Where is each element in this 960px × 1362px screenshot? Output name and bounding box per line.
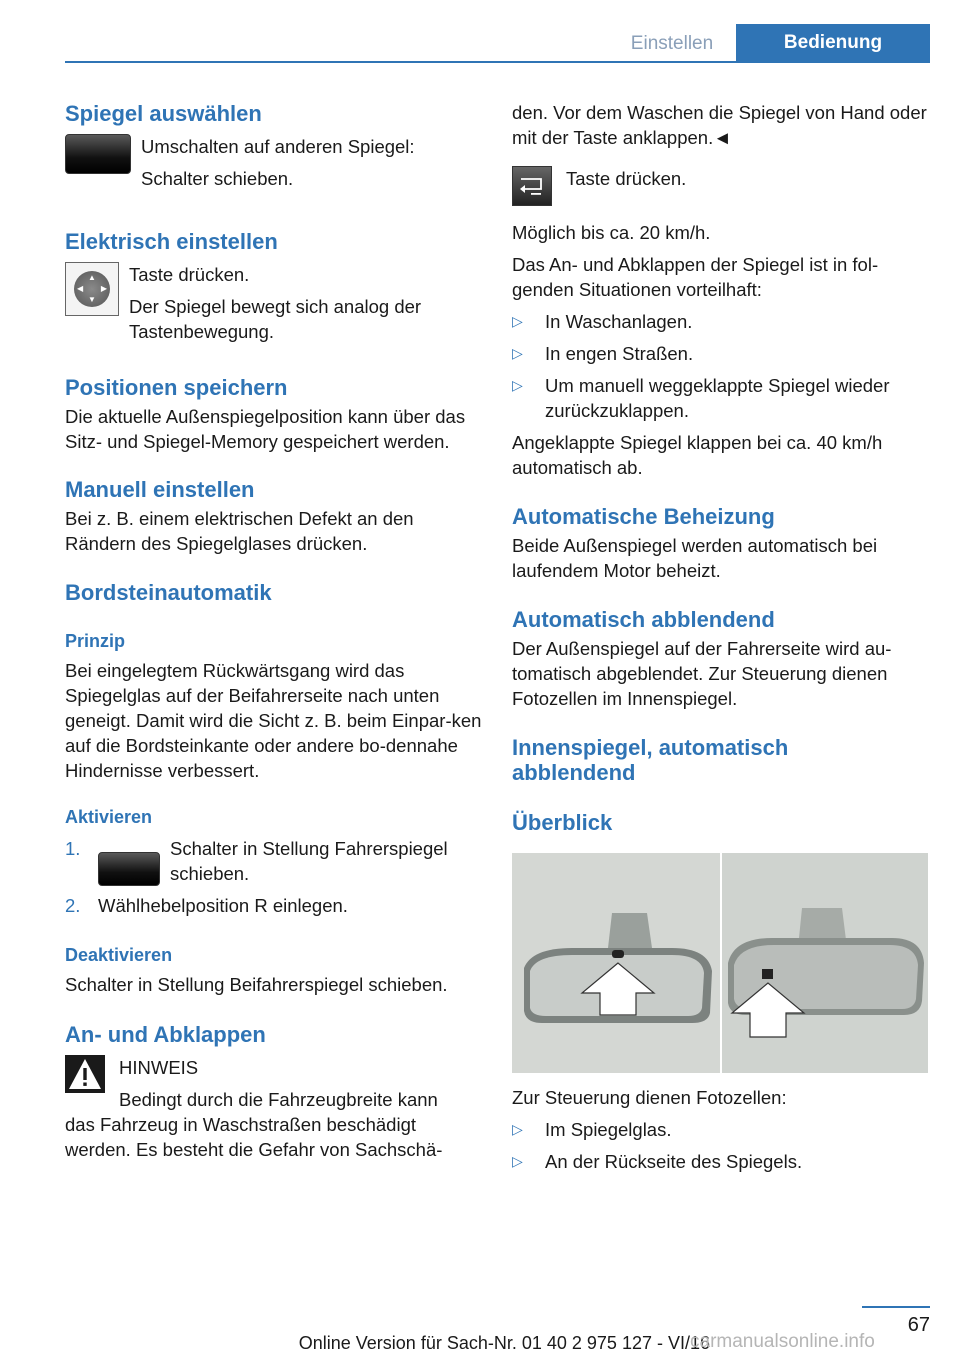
warning-text1: Bedingt durch die Fahrzeugbreite kann bbox=[119, 1089, 438, 1110]
mirror-select-row bbox=[65, 134, 485, 191]
list-item-text: An der Rückseite des Spiegels. bbox=[545, 1151, 803, 1172]
step-number: 2. bbox=[65, 895, 81, 916]
fold-situations-list bbox=[512, 309, 932, 423]
list-item-text: In engen Straßen. bbox=[545, 343, 694, 364]
triangle-bullet-icon: ▷ bbox=[512, 345, 523, 361]
footer-rule bbox=[862, 1306, 930, 1308]
warning-text2: das Fahrzeug in Waschstraßen beschädigt werden. Es besteht die Gefahr von Sachschä- bbox=[65, 1114, 443, 1160]
electric-line1: Taste drücken. bbox=[129, 264, 250, 285]
positionen-text: Die aktuelle Außenspiegelposition kann über das Sitz- und Spiegel-Memory gespeichert werden. bbox=[65, 406, 466, 452]
list-item-text: In Waschanlagen. bbox=[545, 311, 693, 332]
list-item bbox=[512, 1117, 932, 1142]
section-title-bordstein: Bordsteinautomatik bbox=[65, 580, 272, 605]
electric-adjust-row bbox=[65, 262, 485, 344]
fold-button-text: Taste drücken. bbox=[566, 168, 687, 189]
triangle-bullet-icon: ▷ bbox=[512, 313, 523, 329]
section-title-spiegel-auswaehlen: Spiegel auswählen bbox=[65, 101, 262, 126]
section-title-abblendend: Automatisch abblendend bbox=[512, 607, 775, 632]
section-title-an-abklappen: An- und Abklappen bbox=[65, 1022, 266, 1047]
rearview-mirror-photo bbox=[512, 853, 928, 1073]
continued-text: den. Vor dem Waschen die Spiegel von Hand oder mit der Taste anklappen.◄ bbox=[512, 102, 927, 148]
photo-caption: Zur Steuerung dienen Fotozellen: bbox=[512, 1087, 787, 1108]
section-title-innenspiegel: Innenspiegel, automatisch abblendend bbox=[512, 735, 789, 785]
warning-icon bbox=[65, 1055, 105, 1093]
warning-label: HINWEIS bbox=[119, 1057, 199, 1078]
fold-intro: Das An- und Abklappen der Spiegel ist in fol-genden Situationen vorteilhaft: bbox=[512, 254, 879, 300]
fold-button-row bbox=[512, 166, 932, 206]
subtitle-deaktivieren: Deaktivieren bbox=[65, 945, 173, 965]
left-column bbox=[65, 100, 485, 1162]
list-item bbox=[512, 373, 932, 423]
step-item bbox=[65, 836, 485, 886]
mirror-photo-illustration bbox=[512, 853, 928, 1073]
mirror-switch-icon bbox=[65, 134, 131, 174]
fold-after-text: Angeklappte Spiegel klappen bei ca. 40 km/h automatisch ab. bbox=[512, 432, 883, 478]
list-item bbox=[512, 1149, 932, 1174]
dpad-button-icon: ▲ ▼ ◀ ▶ bbox=[65, 262, 119, 316]
photocell-list bbox=[512, 1117, 932, 1174]
section-title-manuell: Manuell einstellen bbox=[65, 477, 255, 502]
step-item bbox=[65, 893, 485, 918]
header-rule bbox=[65, 61, 930, 63]
tab-bedienung[interactable]: Bedienung bbox=[736, 24, 930, 62]
mirror-select-line1: Umschalten auf anderen Spiegel: bbox=[141, 136, 415, 157]
list-item bbox=[512, 341, 932, 366]
mirror-select-line2: Schalter schieben. bbox=[141, 168, 294, 189]
aktivieren-steps bbox=[65, 836, 485, 918]
watermark: carmanualsonline.info bbox=[690, 1331, 875, 1352]
triangle-bullet-icon: ▷ bbox=[512, 1121, 523, 1137]
triangle-bullet-icon: ▷ bbox=[512, 1153, 523, 1169]
section-title-beheizung: Automatische Beheizung bbox=[512, 504, 775, 529]
beheizung-text: Beide Außenspiegel werden automatisch bei laufendem Motor beheizt. bbox=[512, 535, 878, 581]
step-text: Wählhebelposition R einlegen. bbox=[98, 895, 348, 916]
mirror-switch-icon bbox=[98, 852, 160, 886]
prinzip-text: Bei eingelegtem Rückwärtsgang wird das Spiegelglas auf der Beifahrerseite nach unten geneigt. Damit wird die Sicht z. B. beim Einpar-ken auf die Bordsteinkante oder andere bo-dennahe Hindernisse verbessert. bbox=[65, 660, 482, 781]
electric-line2: Der Spiegel bewegt sich analog der Tastenbewegung. bbox=[129, 296, 422, 342]
list-item-text: Um manuell weggeklappte Spiegel wieder zurückzuklappen. bbox=[545, 375, 890, 421]
abblendend-text: Der Außenspiegel auf der Fahrerseite wird au-tomatisch abgeblendet. Zur Steuerung dienen Fotozellen im Innenspiegel. bbox=[512, 638, 892, 709]
section-title-positionen: Positionen speichern bbox=[65, 375, 288, 400]
tab-einstellen[interactable]: Einstellen bbox=[630, 33, 714, 54]
deaktivieren-text: Schalter in Stellung Beifahrerspiegel schieben. bbox=[65, 974, 448, 995]
speed-text: Möglich bis ca. 20 km/h. bbox=[512, 222, 711, 243]
list-item-text: Im Spiegelglas. bbox=[545, 1119, 672, 1140]
fold-mirror-button-icon bbox=[512, 166, 552, 206]
right-column bbox=[512, 100, 932, 1174]
list-item bbox=[512, 309, 932, 334]
section-title-elektrisch: Elektrisch einstellen bbox=[65, 229, 278, 254]
triangle-bullet-icon: ▷ bbox=[512, 377, 523, 393]
footer-version-text: Online Version für Sach-Nr. 01 40 2 975 127 - VI/16 bbox=[298, 1333, 710, 1353]
manuell-text: Bei z. B. einem elektrischen Defekt an den Rändern des Spiegelglases drücken. bbox=[65, 508, 414, 554]
step-number: 1. bbox=[65, 838, 81, 859]
subtitle-prinzip: Prinzip bbox=[65, 631, 126, 651]
subtitle-aktivieren: Aktivieren bbox=[65, 807, 153, 827]
page-number: 67 bbox=[907, 1314, 930, 1336]
section-title-ueberblick: Überblick bbox=[512, 810, 613, 835]
warning-row bbox=[65, 1055, 485, 1112]
step-text: Schalter in Stellung Fahrerspiegel schieben. bbox=[170, 838, 448, 884]
